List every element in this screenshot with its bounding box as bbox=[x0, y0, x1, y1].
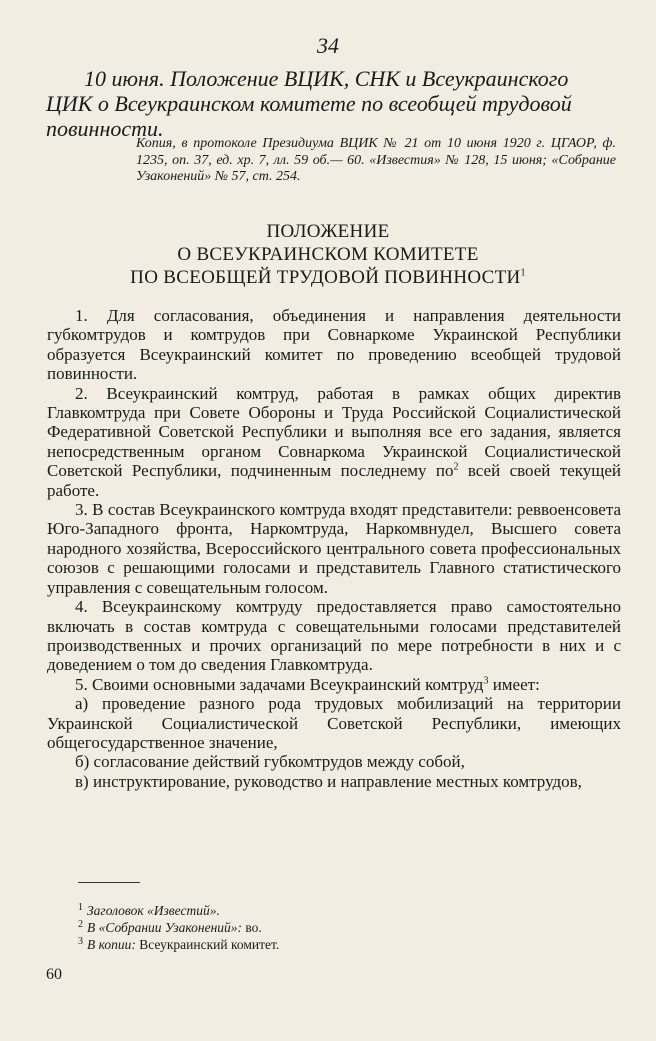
footnote-divider bbox=[78, 882, 140, 883]
footnote-1-label: Заголовок «Известий». bbox=[87, 903, 220, 918]
paragraph-2-text-b: всей своей текущей работе. bbox=[47, 461, 622, 500]
footnote-2-mark: 2 bbox=[78, 918, 83, 930]
footnote-1 bbox=[78, 902, 618, 919]
top-page-number: 34 bbox=[317, 33, 339, 58]
document-body bbox=[47, 306, 621, 791]
paragraph-4: 4. Всеукраинскому комтруду предоставляется право самостоятельно включать в состав комтруда с совещательными голосами представителей производственных и прочих организаций по мере потребности в них и с доведением о том до сведения Главкомтруда. bbox=[47, 597, 621, 675]
document-title bbox=[40, 220, 616, 289]
title-footnote-mark: 1 bbox=[520, 267, 526, 279]
item-a: а) проведение разного рода трудовых мобилизаций на территории Украинской Социалистической Советской Республики, имеющих общегосударственное значение, bbox=[47, 694, 621, 752]
footnote-2-text: во. bbox=[242, 920, 262, 935]
paragraph-5 bbox=[47, 675, 621, 694]
source-note: Копия, в протоколе Президиума ВЦИК № 21 от 10 июня 1920 г. ЦГАОР, ф. 1235, оп. 37, ед. хр. 7, лл. 59 об.— 60. «Известия» № 128, 15 июня; «Собрание Узаконений» № 57, ст. 254. bbox=[136, 136, 616, 184]
paragraph-2-footnote-mark: 2 bbox=[453, 461, 459, 473]
title-line-3 bbox=[40, 266, 616, 289]
paragraph-5-footnote-mark: 3 bbox=[483, 675, 489, 687]
bottom-page-number: 60 bbox=[46, 966, 62, 983]
title-line-1: ПОЛОЖЕНИЕ bbox=[266, 221, 390, 242]
footnote-3-label: В копии: bbox=[87, 937, 136, 952]
paragraph-2-text-a: 2. Всеукраинский комтруд, работая в рамках общих директив Главкомтруда при Совете Обороны и Труда Российской Социалистической Федеративной Советской Республики и выполняя все его задания, является непосредственным органом Совнаркома Украинской Социалистической Советской Республики, подчиненным последнему по bbox=[47, 383, 621, 481]
paragraph-5-text-a: 5. Своими основными задачами Всеукраинский комтруд bbox=[75, 674, 484, 694]
item-c: в) инструктирование, руководство и направление местных комтрудов, bbox=[75, 771, 582, 791]
paragraph-1: 1. Для согласования, объединения и направления деятельности губкомтрудов и комтрудов при Совнаркоме Украинской Республики образуется Всеукраинский комитет по проведению всеобщей трудовой повинности. bbox=[47, 306, 621, 384]
footnote-3-text: Всеукраинский комитет. bbox=[135, 937, 280, 952]
footnote-2 bbox=[78, 919, 618, 936]
footnotes bbox=[78, 902, 618, 953]
footnote-3-mark: 3 bbox=[78, 935, 83, 947]
paragraph-2 bbox=[47, 384, 621, 500]
footnote-3 bbox=[78, 936, 618, 953]
paragraph-5-text-b: имеет: bbox=[488, 674, 540, 694]
document-heading: 10 июня. Положение ВЦИК, СНК и Всеукраинского ЦИК о Всеукраинском комитете по всеобщей трудовой повинности. bbox=[46, 66, 572, 141]
footnote-1-mark: 1 bbox=[78, 901, 83, 913]
footnote-2-label: В «Собрании Узаконений»: bbox=[87, 920, 243, 935]
paragraph-3: 3. В состав Всеукраинского комтруда входят представители: реввоенсовета Юго-Западного фронта, Наркомтруда, Наркомвнудел, Высшего совета народного хозяйства, Всероссийского центрального совета профессиональных союзов с решающими голосами и представитель Главного статистического управления с совещательным голосом. bbox=[47, 500, 621, 597]
title-line-2: О ВСЕУКРАИНСКОМ КОМИТЕТЕ bbox=[177, 244, 479, 265]
item-b: б) согласование действий губкомтрудов между собой, bbox=[75, 752, 465, 772]
title-line-3-text: ПО ВСЕОБЩЕЙ ТРУДОВОЙ ПОВИННОСТИ bbox=[130, 267, 521, 288]
